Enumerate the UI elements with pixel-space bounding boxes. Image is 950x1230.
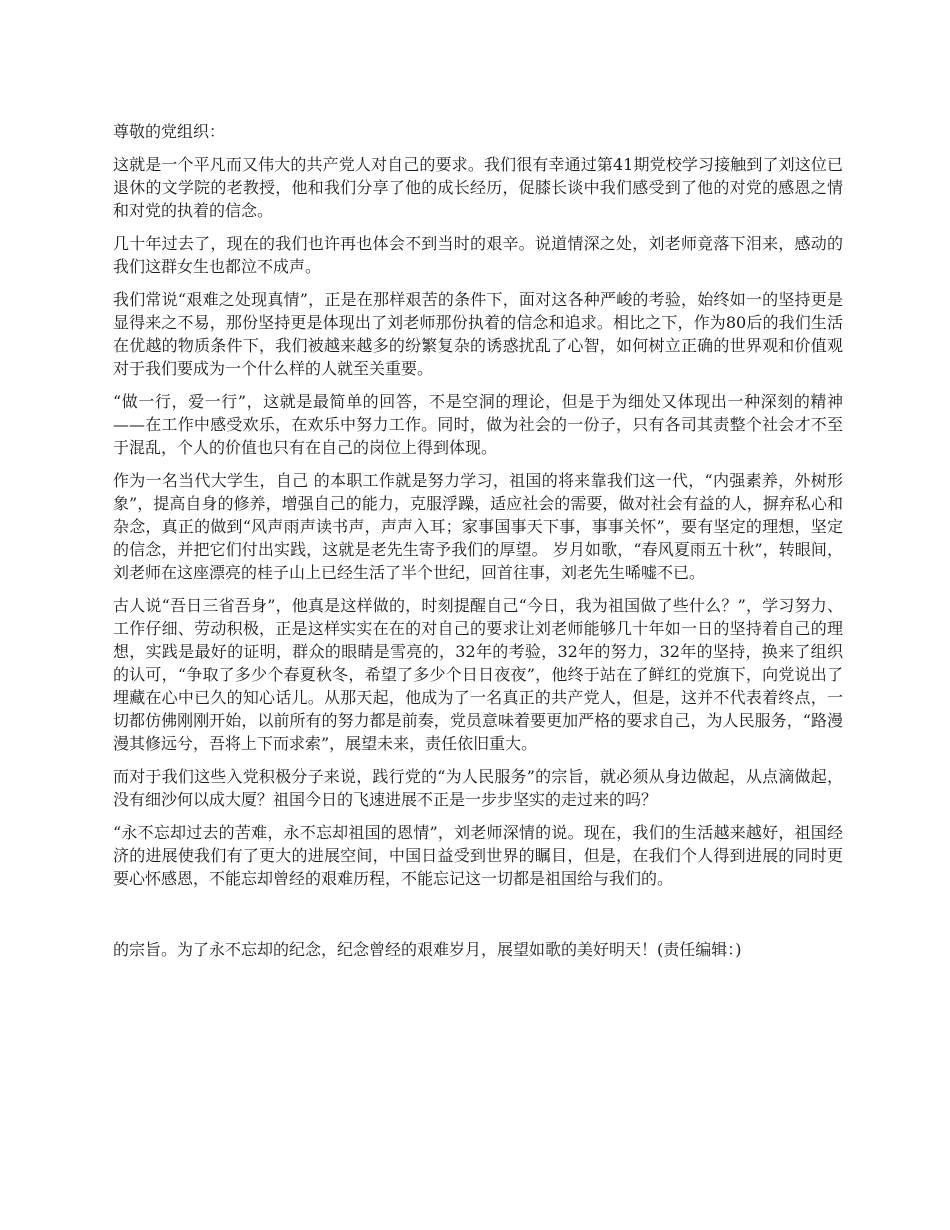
paragraph: “永不忘却过去的苦难，永不忘却祖国的恩情”，刘老师深情的说。现在，我们的生活越来越好，祖国经济的进展使我们有了更大的进展空间，中国日益受到世界的瞩目，但是，在我们个人得到进展的同时更要心怀感恩，不能忘却曾经的艰难历程，不能忘记这一切都是祖国给与我们的。 [113,823,843,888]
paragraph: 古人说“吾日三省吾身”，他真是这样做的，时刻提醒自己“今日，我为祖国做了些什么？”，学习努力、工作仔细、劳动积极，正是这样实实在在的对自己的要求让刘老师能够几十年如一日的坚持着自己的理想，实践是最好的证明，群众的眼睛是雪亮的，32年的考验，32年的努力，32年的坚持，换来了组织的认可，“争取了多少个春夏秋冬，希望了多少个日日夜夜”，他终于站在了鲜红的党旗下，向党说出了埋藏在心中已久的知心话儿。从那天起，他成为了一名真正的共产党人，但是，这并不代表着终点，一切都仿佛刚刚开始，以前所有的努力都是前奏，党员意味着要更加严格的要求自己，为人民服务，“路漫漫其修远兮，吾将上下而求索”，展望未来，责任依旧重大。 [113,596,843,753]
salutation: 尊敬的党组织： [113,122,226,141]
paragraph: 几十年过去了，现在的我们也许再也体会不到当时的艰辛。说道情深之处，刘老师竟落下泪来，感动的我们这群女生也都泣不成声。 [113,234,843,276]
paragraph: 而对于我们这些入党积极分子来说，践行党的“为人民服务”的宗旨，就必须从身边做起，从点滴做起，没有细沙何以成大厦？祖国今日的飞速进展不正是一步步坚实的走过来的吗？ [113,767,843,809]
paragraph: 我们常说“艰难之处现真情”，正是在那样艰苦的条件下，面对这各种严峻的考验，始终如一的坚持更是显得来之不易，那份坚持更是体现出了刘老师那份执着的信念和追求。相比之下，作为80后的我们生活在优越的物质条件下，我们被越来越多的纷繁复杂的诱惑扰乱了心智，如何树立正确的世界观和价值观对于我们要成为一个什么样的人就至关重要。 [113,290,843,378]
document-page [113,120,843,971]
closing-paragraph: 的宗旨。为了永不忘却的纪念，纪念曾经的艰难岁月，展望如歌的美好明天！(责任编辑：) [113,940,742,959]
paragraph: “做一行，爱一行”，这就是最简单的回答，不是空洞的理论，但是于为细处又体现出一种深刻的精神——在工作中感受欢乐，在欢乐中努力工作。同时，做为社会的一份子，只有各司其责整个社会才不至于混乱，个人的价值也只有在自己的岗位上得到体现。 [113,392,843,457]
paragraph: 作为一名当代大学生，自己 的本职工作就是努力学习，祖国的将来靠我们这一代，“内强素养，外树形象”，提高自身的修养，增强自己的能力，克服浮躁，适应社会的需要，做对社会有益的人，摒弃私心和杂念，真正的做到“风声雨声读书声，声声入耳；家事国事天下事，事事关怀”，要有坚定的理想，坚定的信念，并把它们付出实践，这就是老先生寄予我们的厚望。 岁月如歌，“春风夏雨五十秋”，转眼间，刘老师在这座漂亮的桂子山上已经生活了半个世纪，回首往事，刘老先生唏嘘不已。 [113,471,843,582]
paragraph: 这就是一个平凡而又伟大的共产党人对自己的要求。我们很有幸通过第41期党校学习接触到了刘这位已退休的文学院的老教授，他和我们分享了他的成长经历，促膝长谈中我们感受到了他的对党的感恩之情和对党的执着的信念。 [113,155,843,220]
